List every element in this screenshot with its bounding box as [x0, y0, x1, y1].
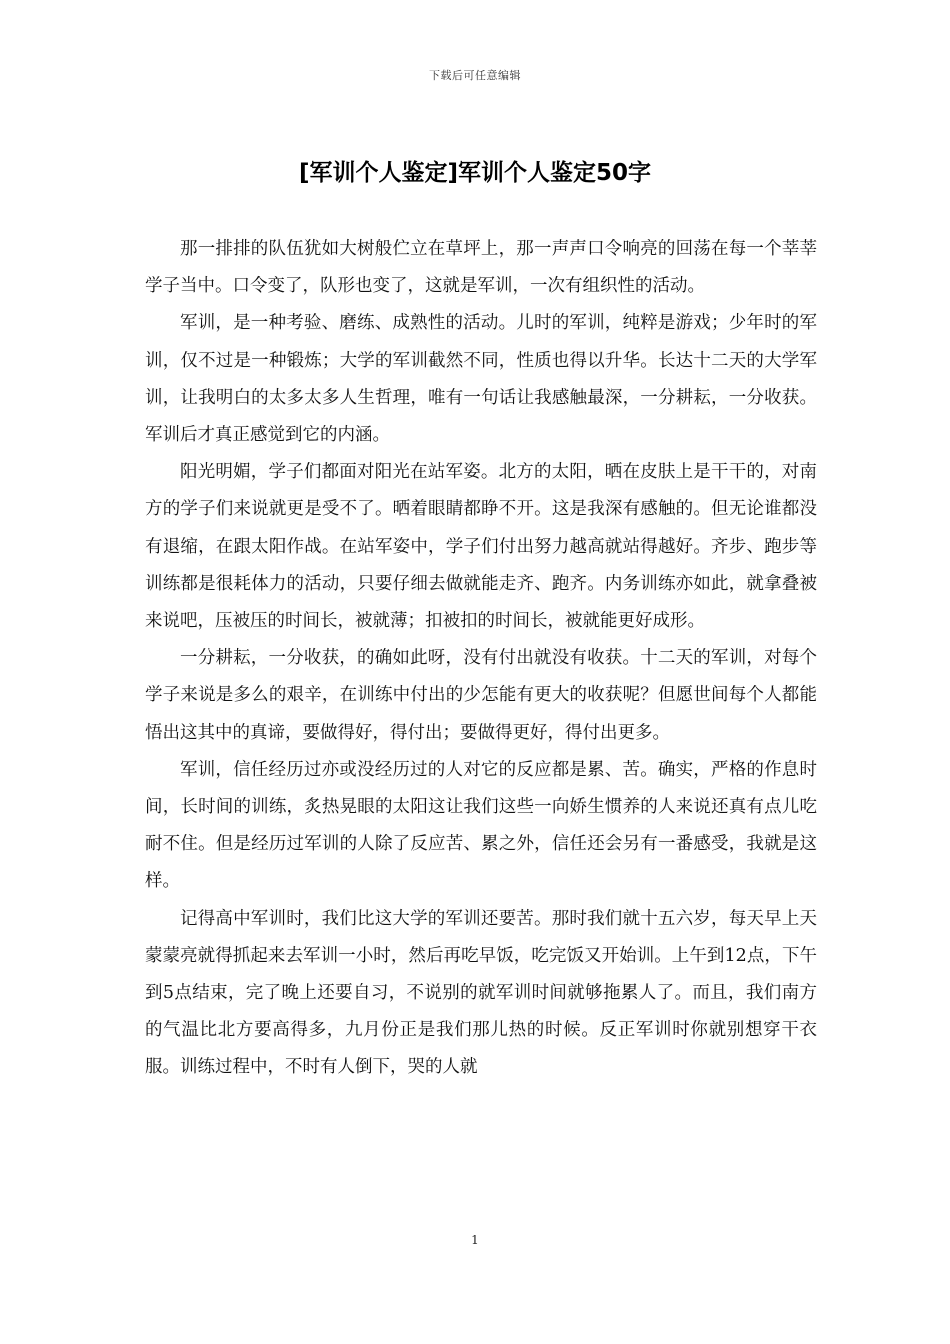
paragraph: 军训，信任经历过亦或没经历过的人对它的反应都是累、苦。确实，严格的作息时间，长时间的训练，炙热晃眼的太阳这让我们这些一向娇生惯养的人来说还真有点儿吃耐不住。但是经历过军训的人除了反应苦、累之外，信任还会另有一番感受，我就是这样。: [145, 759, 817, 892]
document-body: [145, 231, 817, 1087]
paragraph: 那一排排的队伍犹如大树般伫立在草坪上，那一声声口令响亮的回荡在每一个莘莘学子当中。口令变了，队形也变了，这就是军训，一次有组织性的活动。: [145, 239, 817, 297]
paragraph: 记得高中军训时，我们比这大学的军训还要苦。那时我们就十五六岁，每天早上天蒙蒙亮就得抓起来去军训一小时，然后再吃早饭，吃完饭又开始训。上午到12点，下午到5点结束，完了晚上还要自习，不说别的就军训时间就够拖累人了。而且，我们南方的气温比北方要高得多，九月份正是我们那儿热的时候。反正军训时你就别想穿干衣服。训练过程中，不时有人倒下，哭的人就: [145, 908, 817, 1078]
paragraph: 阳光明媚，学子们都面对阳光在站军姿。北方的太阳，晒在皮肤上是干干的，对南方的学子们来说就更是受不了。晒着眼睛都睁不开。这是我深有感触的。但无论谁都没有退缩，在跟太阳作战。在站军姿中，学子们付出努力越高就站得越好。齐步、跑步等训练都是很耗体力的活动，只要仔细去做就能走齐、跑齐。内务训练亦如此，就拿叠被来说吧，压被压的时间长，被就薄；扣被扣的时间长，被就能更好成形。: [145, 462, 817, 632]
header-note: 下载后可任意编辑: [429, 69, 521, 82]
page-number: 1: [471, 1233, 479, 1247]
paragraph: 军训，是一种考验、磨练、成熟性的活动。儿时的军训，纯粹是游戏；少年时的军训，仅不过是一种锻炼；大学的军训截然不同，性质也得以升华。长达十二天的大学军训，让我明白的太多太多人生哲理，唯有一句话让我感触最深，一分耕耘，一分收获。军训后才真正感觉到它的内涵。: [145, 313, 817, 446]
paragraph: 一分耕耘，一分收获，的确如此呀，没有付出就没有收获。十二天的军训，对每个学子来说是多么的艰辛，在训练中付出的少怎能有更大的收获呢？但愿世间每个人都能悟出这其中的真谛，要做得好，得付出；要做得更好，得付出更多。: [145, 648, 817, 743]
document-title: [军训个人鉴定]军训个人鉴定50字: [298, 160, 652, 186]
